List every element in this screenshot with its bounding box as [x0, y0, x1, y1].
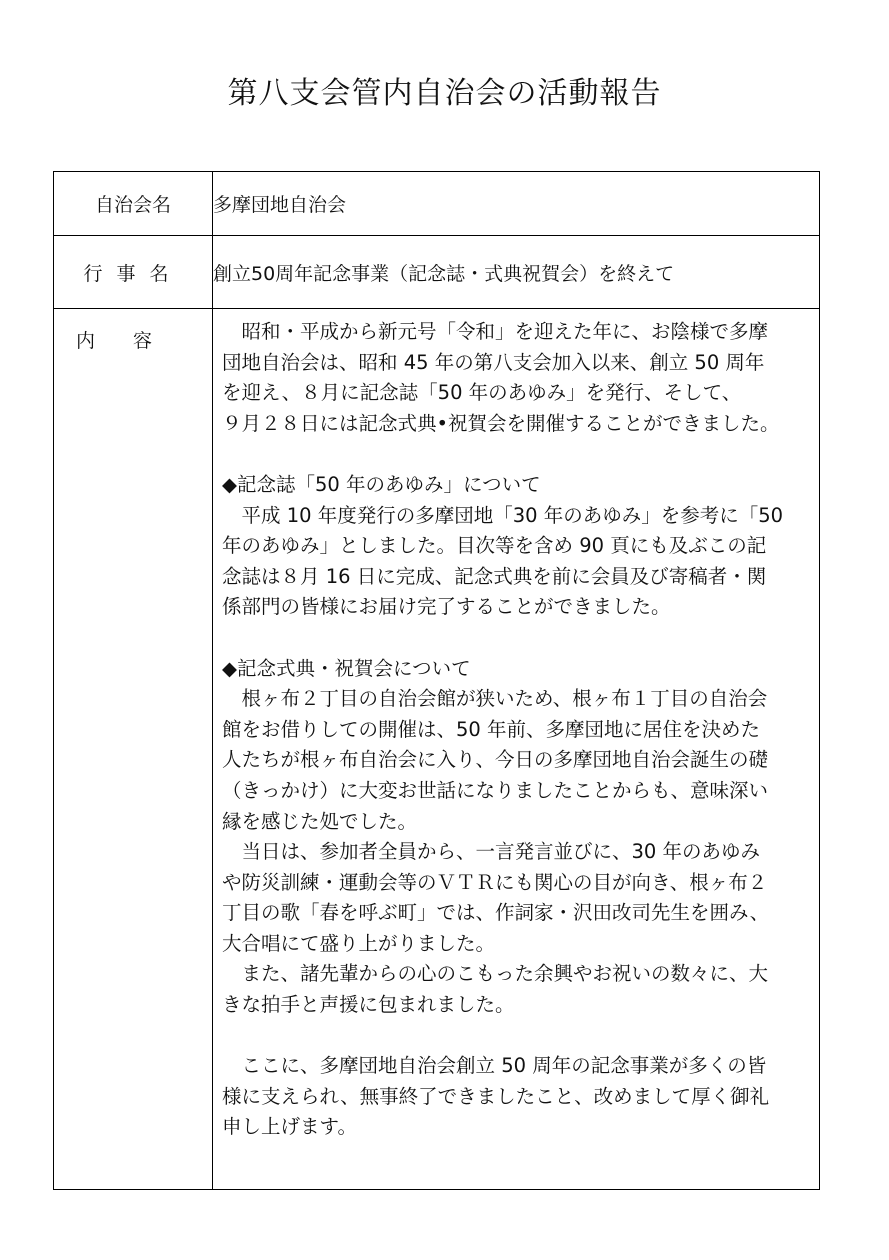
section2-line: 当日は、参加者全員から、一言発言並びに、30 年のあゆみ — [222, 840, 761, 864]
section2-line: 縁を感じた処でした。 — [222, 809, 418, 833]
intro-line: ９月２８日には記念式典•祝賀会を開催することができました。 — [222, 411, 780, 435]
closing-line: 様に支えられ、無事終了できましたこと、改めまして厚く御礼 — [222, 1084, 770, 1108]
section1-line: 年のあゆみ」としました。目次等を含め 90 頁にも及ぶこの記 — [222, 534, 767, 558]
paragraph-gap — [222, 623, 811, 654]
intro-line: 団地自治会は、昭和 45 年の第八支会加入以来、創立 50 周年 — [222, 350, 765, 374]
row-association-name — [54, 172, 820, 236]
section2-line: 館をお借りしての開催は、50 年前、多摩団地に居住を決めた — [222, 717, 761, 741]
section1-line: 念誌は８月 16 日に完成、記念式典を前に会員及び寄稿者・関 — [222, 564, 767, 588]
closing-line: 申し上げます。 — [222, 1115, 357, 1139]
section-heading-ceremony: ◆記念式典・祝賀会について — [222, 656, 471, 680]
row-content — [54, 309, 820, 1190]
section2-line: 大合唱にて盛り上がりました。 — [222, 931, 496, 955]
section1-line: 平成 10 年度発行の多摩団地「30 年のあゆみ」を参考に「50 — [222, 503, 784, 527]
paragraph-gap — [222, 439, 811, 470]
section2-line: 根ヶ布２丁目の自治会館が狭いため、根ヶ布１丁目の自治会 — [222, 687, 768, 711]
association-name-value: 多摩団地自治会 — [213, 172, 820, 236]
section2-line: また、諸先輩からの心のこもった余興やお祝いの数々に、大 — [222, 962, 769, 986]
report-table — [53, 171, 820, 1190]
section2-line: 丁目の歌「春を呼ぶ町」では、作詞家・沢田改司先生を囲み、 — [222, 901, 770, 925]
closing-line: ここに、多摩団地自治会創立 50 周年の記念事業が多くの皆 — [222, 1054, 767, 1078]
event-name-value: 創立50周年記念事業（記念誌・式典祝賀会）を終えて — [213, 236, 820, 309]
intro-line: を迎え、８月に記念誌「50 年のあゆみ」を発行、そして、 — [222, 381, 742, 405]
section2-line: や防災訓練・運動会等のＶＴＲにも関心の目が向き、根ヶ布２ — [222, 870, 768, 894]
content-cell — [213, 309, 820, 1190]
row-event-name — [54, 236, 820, 309]
section2-line: （きっかけ）に大変お世話になりましたことからも、意味深い — [222, 778, 769, 802]
event-name-label: 行事名 — [54, 236, 213, 309]
intro-line: 昭和・平成から新元号「令和」を迎えた年に、お陰様で多摩 — [222, 320, 769, 343]
content-label: 内容 — [54, 309, 213, 1190]
section-heading-commemorative-book: ◆記念誌「50 年のあゆみ」について — [222, 472, 541, 496]
paragraph-gap — [222, 1021, 811, 1052]
page-title: 第八支会管内自治会の活動報告 — [227, 76, 662, 111]
section1-line: 係部門の皆様にお届け完了することができました。 — [222, 595, 671, 619]
association-name-label: 自治会名 — [54, 172, 213, 236]
content-body — [213, 309, 819, 1189]
section2-line: 人たちが根ヶ布自治会に入り、今日の多摩団地自治会誕生の礎 — [222, 748, 769, 772]
section2-line: きな拍手と声援に包まれました。 — [222, 993, 515, 1017]
